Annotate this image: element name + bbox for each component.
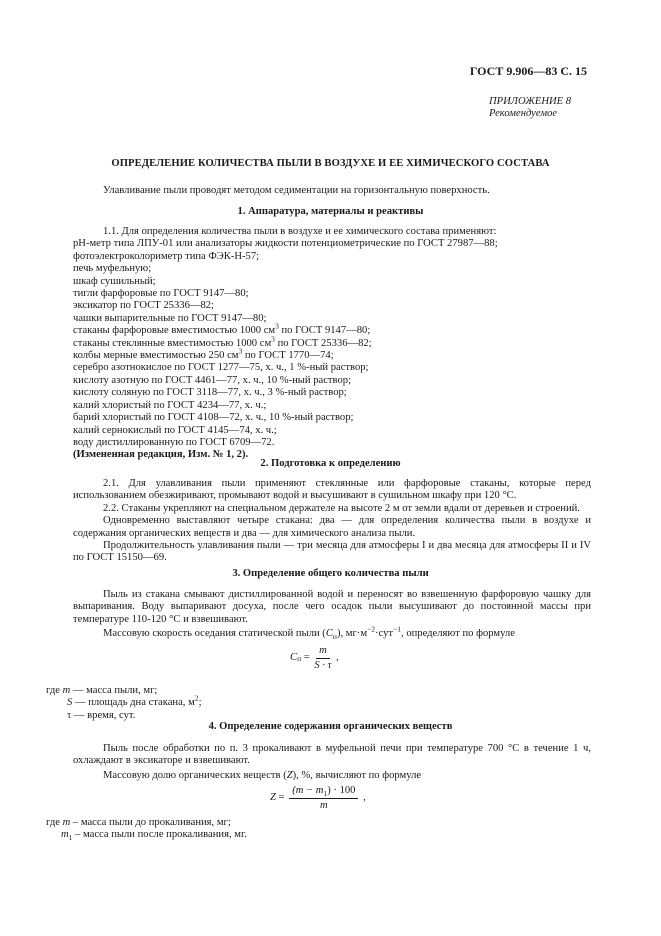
section3-where-list (46, 685, 202, 722)
reagent-item: калий хлористый по ГОСТ 4234—77, х. ч.; (73, 399, 267, 411)
fraction: $\frac{m}{S \cdot \tau}$ (314, 645, 332, 671)
appendix-label: ПРИЛОЖЕНИЕ 8 (489, 96, 572, 107)
intro-paragraph: Улавливание пыли проводят методом седиментации на горизонтальную поверхность. (103, 185, 490, 196)
equipment-item: шкаф сушильный; (73, 275, 156, 287)
reagent-item: кислоту соляную по ГОСТ 3118—77, х. ч., 3 %-ный раствор; (73, 387, 347, 399)
document-title: ОПРЕДЕЛЕНИЕ КОЛИЧЕСТВА ПЫЛИ В ВОЗДУХЕ И ЕЕ ХИМИЧЕСКОГО СОСТАВА (111, 158, 550, 169)
section1-list (73, 226, 591, 462)
section3-p1: Пыль из стакана смывают дистиллированной водой и переносят во взвешенную фарфоровую чашку для выпаривания. Воду выпаривают досуха, после чего осадок пыли высушивают до постоянной массы при температуре 110-120 °С и взвешивают. (73, 589, 591, 625)
section4-heading: 4. Определение содержания органических веществ (208, 721, 453, 732)
reagent-item: калий сернокислый по ГОСТ 4145—74, х. ч.; (73, 424, 277, 436)
equipment-item: фотоэлектроколориметр типа ФЭК-Н-57; (73, 250, 260, 262)
section4-body (73, 743, 591, 782)
section1-lead: 1.1. Для определения количества пыли в воздухе и ее химического состава применяют: (103, 226, 497, 237)
equipment-item: эксикатор по ГОСТ 25336—82; (73, 300, 215, 312)
section2-p4: Продолжительность улавливания пыли — три месяца для атмосферы I и два месяца для атмосферы II и IV по ГОСТ 15150—69. (73, 540, 591, 564)
equipment-item: тигли фарфоровые по ГОСТ 9147—80; (73, 288, 249, 300)
section4-where-list (46, 817, 247, 842)
section3-heading: 3. Определение общего количества пыли (232, 568, 429, 579)
reagent-item: барий хлористый по ГОСТ 4108—72, х. ч., 10 %-ный раствор; (73, 412, 354, 424)
appendix-status: Рекомендуемое (489, 108, 558, 119)
section2-heading-block (70, 458, 591, 470)
section3-p2: Массовую скорость оседания статической пыли $(C_п)$, $мг\cdot м^{-2}\cdot сут^{-1}$, определяют по формуле (103, 624, 515, 642)
section2-p2: 2.2. Стаканы укрепляют на специальном держателе на высоте 2 м от земли вдали от деревьев и строений. (103, 502, 580, 514)
section2-heading: 2. Подготовка к определению (260, 458, 401, 469)
section3-body (73, 589, 591, 641)
equipment-item-glass-vessel: стаканы стеклянные вместимостью 1000 $см^3$ по ГОСТ 25336—82; (73, 334, 372, 349)
formula-organic-content: Z = $\frac{(m - m_1) \cdot 100}{m}$ , (270, 785, 366, 811)
equipment-item: печь муфельную; (73, 263, 152, 275)
amendment-note: (Измененная редакция, Изм. № 1, 2). (73, 449, 249, 461)
section1-heading-block (70, 206, 591, 218)
where-row: τ — время, сут. (67, 709, 136, 721)
section2-p1: 2.1. Для улавливания пыли применяют стеклянные или фарфоровые стаканы, которые перед использованием обезжиривают, промывают водой и высушивают в сушильном шкафу при 120 °С. (73, 478, 591, 502)
fraction: $\frac{(m - m_1) \cdot 100}{m}$ (289, 785, 358, 812)
reagent-item: серебро азотнокислое по ГОСТ 1277—75, х. ч., 1 %-ный раствор; (73, 362, 369, 374)
section4-p1: Пыль после обработки по п. 3 прокаливают в муфельной печи при температуре 700 °С в течение 1 ч, охлаждают в эксикаторе и взвешивают. (73, 743, 591, 767)
where-row: где m — масса пыли, мг; (46, 685, 158, 696)
where-row: S — площадь дна стакана, $м^2$; (67, 693, 202, 709)
equipment-item: чашки выпарительные по ГОСТ 9147—80; (73, 312, 267, 324)
where-row: $m_1$ – масса пыли после прокаливания, мг. (61, 829, 247, 843)
reagent-item: кислоту азотную по ГОСТ 4461—77, х. ч., 10 %-ный раствор; (73, 374, 352, 386)
section1-heading: 1. Аппаратура, материалы и реактивы (237, 206, 424, 217)
section2-p3: Одновременно выставляют четыре стакана: два — для определения количества пыли в воздухе и содержания органических веществ и два — для химического анализа пыли. (73, 515, 591, 539)
equipment-item-porcelain-vessel: стаканы фарфоровые вместимостью 1000 $см^3$ по ГОСТ 9147—80; (73, 321, 371, 337)
equipment-item-flask: колбы мерные вместимостью 250 $см^3$ по ГОСТ 1770—74; (73, 346, 334, 362)
equipment-item: рН-метр типа ЛПУ-01 или анализаторы жидкости потенциометрические по ГОСТ 27987—88; (73, 238, 498, 250)
section2-body (73, 478, 591, 565)
page-header-ref: ГОСТ 9.906—83 С. 15 (469, 64, 587, 78)
section3-heading-block (70, 568, 591, 580)
reagent-item: воду дистиллированную по ГОСТ 6709—72. (73, 436, 275, 448)
formula-dust-rate: C п = $\frac{m}{S \cdot \tau}$ , (290, 645, 339, 671)
section4-heading-block (70, 721, 591, 733)
intro-block (73, 185, 591, 197)
section4-p2: Массовую долю органических веществ (Z), %, вычисляют по формуле (103, 769, 422, 781)
where-row: где m – масса пыли до прокаливания, мг; (46, 817, 231, 828)
appendix-label-block (489, 96, 571, 120)
